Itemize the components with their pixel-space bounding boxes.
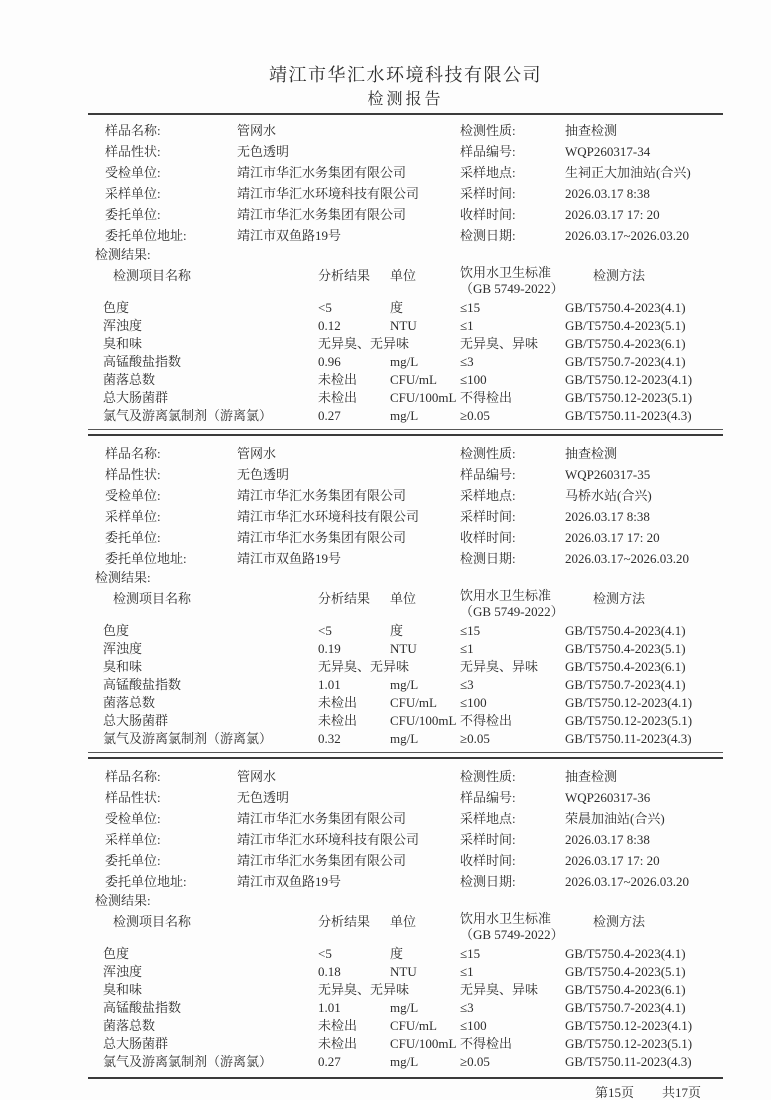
analysis-result: 0.27 bbox=[318, 1054, 341, 1069]
method: GB/T5750.4-2023(6.1) bbox=[565, 336, 686, 351]
standard-limit: ≤15 bbox=[460, 623, 481, 638]
standard-title: 饮用水卫生标准 bbox=[460, 911, 552, 926]
analysis-result: 未检出 bbox=[318, 713, 358, 728]
result-row bbox=[88, 999, 723, 1017]
analysis-result: 无异臭、无异味 bbox=[318, 659, 410, 674]
result-row bbox=[88, 1017, 723, 1035]
info-label: 样品编号: bbox=[460, 467, 516, 482]
unit: CFU/100mL bbox=[390, 713, 457, 728]
unit: CFU/mL bbox=[390, 372, 437, 387]
method: GB/T5750.12-2023(5.1) bbox=[565, 390, 693, 405]
info-row bbox=[88, 850, 723, 871]
col-header-method: 检测方法 bbox=[593, 591, 646, 606]
analysis-result: 未检出 bbox=[318, 372, 358, 387]
info-label: 采样单位: bbox=[105, 186, 161, 201]
report-section bbox=[88, 115, 723, 436]
method: GB/T5750.4-2023(5.1) bbox=[565, 964, 686, 979]
sampling-site: 荣晨加油站(合兴) bbox=[565, 811, 665, 826]
info-row bbox=[88, 766, 723, 787]
info-row bbox=[88, 464, 723, 485]
analysis-result: 1.01 bbox=[318, 1000, 341, 1015]
unit: CFU/100mL bbox=[390, 1036, 457, 1051]
report-title: 检测报告 bbox=[367, 91, 444, 108]
result-row bbox=[88, 1053, 723, 1071]
info-label: 委托单位地址: bbox=[105, 874, 187, 889]
analysis-result: 1.01 bbox=[318, 677, 341, 692]
info-label: 检测日期: bbox=[460, 228, 516, 243]
sampling-site: 生祠正大加油站(合兴) bbox=[565, 165, 691, 180]
info-row bbox=[88, 162, 723, 183]
method: GB/T5750.4-2023(5.1) bbox=[565, 318, 686, 333]
unit: mg/L bbox=[390, 731, 419, 746]
method: GB/T5750.12-2023(4.1) bbox=[565, 372, 693, 387]
info-label: 收样时间: bbox=[460, 530, 516, 545]
col-header-unit: 单位 bbox=[390, 914, 417, 929]
info-label: 采样单位: bbox=[105, 509, 161, 524]
info-label: 样品编号: bbox=[460, 790, 516, 805]
col-header-item: 检测项目名称 bbox=[113, 591, 192, 606]
item-name: 总大肠菌群 bbox=[103, 390, 169, 405]
info-label: 样品编号: bbox=[460, 144, 516, 159]
standard-gb-ref: （GB 5749-2022） bbox=[460, 281, 564, 296]
analysis-result: <5 bbox=[318, 623, 332, 638]
info-row bbox=[88, 141, 723, 162]
info-row bbox=[88, 787, 723, 808]
item-name: 高锰酸盐指数 bbox=[103, 1000, 182, 1015]
info-row bbox=[88, 506, 723, 527]
info-row bbox=[88, 183, 723, 204]
standard-limit: ≤1 bbox=[460, 964, 474, 979]
standard-limit: 无异臭、异味 bbox=[460, 659, 539, 674]
result-row bbox=[88, 1035, 723, 1053]
report-section bbox=[88, 438, 723, 759]
method: GB/T5750.12-2023(4.1) bbox=[565, 1018, 693, 1033]
col-header-item: 检测项目名称 bbox=[113, 914, 192, 929]
results-table-header bbox=[88, 587, 723, 622]
info-label: 委托单位: bbox=[105, 853, 161, 868]
info-label: 受检单位: bbox=[105, 488, 161, 503]
method: GB/T5750.4-2023(4.1) bbox=[565, 300, 686, 315]
col-header-result: 分析结果 bbox=[318, 268, 371, 283]
col-header-result: 分析结果 bbox=[318, 914, 371, 929]
result-row bbox=[88, 945, 723, 963]
info-label: 检测性质: bbox=[460, 769, 516, 784]
info-label: 检测日期: bbox=[460, 874, 516, 889]
standard-limit: ≤100 bbox=[460, 372, 487, 387]
col-header-standard bbox=[460, 588, 565, 622]
sampling-site: 马桥水站(合兴) bbox=[565, 488, 652, 503]
info-value: 靖江市双鱼路19号 bbox=[237, 551, 342, 566]
results-label: 检测结果: bbox=[95, 893, 151, 908]
info-label: 样品名称: bbox=[105, 123, 161, 138]
unit bbox=[390, 981, 460, 999]
section-divider bbox=[88, 429, 723, 436]
info-label: 样品名称: bbox=[105, 446, 161, 461]
standard-limit: ≤3 bbox=[460, 677, 474, 692]
info-row bbox=[88, 871, 723, 892]
test-date: 2026.03.17~2026.03.20 bbox=[565, 874, 690, 889]
info-value: 靖江市华汇水务集团有限公司 bbox=[237, 530, 407, 545]
info-label: 采样时间: bbox=[460, 509, 516, 524]
item-name: 高锰酸盐指数 bbox=[103, 354, 182, 369]
standard-limit: 不得检出 bbox=[460, 713, 513, 728]
unit: 度 bbox=[390, 946, 404, 961]
section-divider bbox=[88, 752, 723, 759]
standard-title: 饮用水卫生标准 bbox=[460, 265, 552, 280]
col-header-item: 检测项目名称 bbox=[113, 268, 192, 283]
info-label: 检测性质: bbox=[460, 446, 516, 461]
info-value: 管网水 bbox=[237, 769, 277, 784]
standard-gb-ref: （GB 5749-2022） bbox=[460, 604, 564, 619]
info-label: 检测性质: bbox=[460, 123, 516, 138]
info-value: 靖江市双鱼路19号 bbox=[237, 228, 342, 243]
col-header-standard bbox=[460, 265, 565, 299]
unit: 度 bbox=[390, 623, 404, 638]
info-row bbox=[88, 120, 723, 141]
info-value: 管网水 bbox=[237, 446, 277, 461]
item-name: 菌落总数 bbox=[103, 372, 156, 387]
info-row bbox=[88, 527, 723, 548]
standard-title: 饮用水卫生标准 bbox=[460, 588, 552, 603]
unit: 度 bbox=[390, 300, 404, 315]
unit: mg/L bbox=[390, 1054, 419, 1069]
sample-id: WQP260317-36 bbox=[565, 790, 651, 805]
info-row bbox=[88, 204, 723, 225]
item-name: 菌落总数 bbox=[103, 1018, 156, 1033]
info-label: 采样地点: bbox=[460, 488, 516, 503]
result-row bbox=[88, 335, 723, 353]
info-label: 样品名称: bbox=[105, 769, 161, 784]
info-label: 采样单位: bbox=[105, 832, 161, 847]
receiving-time: 2026.03.17 17: 20 bbox=[565, 530, 660, 545]
info-value: 靖江市华汇水环境科技有限公司 bbox=[237, 832, 420, 847]
method: GB/T5750.7-2023(4.1) bbox=[565, 1000, 686, 1015]
method: GB/T5750.12-2023(5.1) bbox=[565, 713, 693, 728]
method: GB/T5750.4-2023(4.1) bbox=[565, 946, 686, 961]
analysis-result: <5 bbox=[318, 946, 332, 961]
unit: NTU bbox=[390, 318, 417, 333]
unit bbox=[390, 658, 460, 676]
info-label: 委托单位: bbox=[105, 530, 161, 545]
info-value: 靖江市华汇水环境科技有限公司 bbox=[237, 509, 420, 524]
info-label: 样品性状: bbox=[105, 467, 161, 482]
unit bbox=[390, 335, 460, 353]
standard-limit: ≥0.05 bbox=[460, 1054, 490, 1069]
info-label: 采样地点: bbox=[460, 811, 516, 826]
results-table-header bbox=[88, 910, 723, 945]
page-total: 共17页 bbox=[661, 1085, 701, 1100]
page-footer bbox=[88, 1079, 723, 1100]
item-name: 浑浊度 bbox=[103, 318, 143, 333]
sampling-time: 2026.03.17 8:38 bbox=[565, 832, 650, 847]
receiving-time: 2026.03.17 17: 20 bbox=[565, 207, 660, 222]
info-value: 管网水 bbox=[237, 123, 277, 138]
analysis-result: <5 bbox=[318, 300, 332, 315]
info-label: 样品性状: bbox=[105, 144, 161, 159]
item-name: 浑浊度 bbox=[103, 641, 143, 656]
method: GB/T5750.11-2023(4.3) bbox=[565, 408, 692, 423]
method: GB/T5750.7-2023(4.1) bbox=[565, 677, 686, 692]
info-value: 靖江市华汇水务集团有限公司 bbox=[237, 207, 407, 222]
info-label: 委托单位: bbox=[105, 207, 161, 222]
info-value: 靖江市华汇水务集团有限公司 bbox=[237, 165, 407, 180]
info-row bbox=[88, 548, 723, 569]
standard-limit: ≤100 bbox=[460, 1018, 487, 1033]
item-name: 色度 bbox=[103, 300, 130, 315]
info-value: 无色透明 bbox=[237, 790, 290, 805]
info-value: 靖江市华汇水务集团有限公司 bbox=[237, 853, 407, 868]
result-row bbox=[88, 694, 723, 712]
info-label: 委托单位地址: bbox=[105, 551, 187, 566]
col-header-unit: 单位 bbox=[390, 591, 417, 606]
item-name: 氯气及游离氯制剂（游离氯） bbox=[103, 1054, 273, 1069]
analysis-result: 未检出 bbox=[318, 695, 358, 710]
col-header-result: 分析结果 bbox=[318, 591, 371, 606]
results-label: 检测结果: bbox=[95, 570, 151, 585]
unit: CFU/mL bbox=[390, 1018, 437, 1033]
unit: NTU bbox=[390, 964, 417, 979]
standard-limit: 不得检出 bbox=[460, 1036, 513, 1051]
info-row bbox=[88, 225, 723, 246]
analysis-result: 0.19 bbox=[318, 641, 341, 656]
sample-id: WQP260317-35 bbox=[565, 467, 651, 482]
analysis-result: 无异臭、无异味 bbox=[318, 982, 410, 997]
info-value: 靖江市华汇水环境科技有限公司 bbox=[237, 186, 420, 201]
col-header-standard bbox=[460, 911, 565, 945]
method: GB/T5750.11-2023(4.3) bbox=[565, 731, 692, 746]
method: GB/T5750.7-2023(4.1) bbox=[565, 354, 686, 369]
info-label: 采样时间: bbox=[460, 186, 516, 201]
standard-limit: ≤1 bbox=[460, 318, 474, 333]
unit: mg/L bbox=[390, 1000, 419, 1015]
item-name: 臭和味 bbox=[103, 982, 143, 997]
method: GB/T5750.4-2023(6.1) bbox=[565, 659, 686, 674]
standard-limit: ≤1 bbox=[460, 641, 474, 656]
item-name: 臭和味 bbox=[103, 336, 143, 351]
item-name: 氯气及游离氯制剂（游离氯） bbox=[103, 731, 273, 746]
page-number: 第15页 bbox=[594, 1085, 634, 1100]
standard-limit: ≤100 bbox=[460, 695, 487, 710]
analysis-result: 0.12 bbox=[318, 318, 341, 333]
result-row bbox=[88, 622, 723, 640]
info-label: 采样地点: bbox=[460, 165, 516, 180]
test-date: 2026.03.17~2026.03.20 bbox=[565, 551, 690, 566]
info-value: 抽查检测 bbox=[565, 123, 618, 138]
sampling-time: 2026.03.17 8:38 bbox=[565, 509, 650, 524]
standard-limit: 无异臭、异味 bbox=[460, 982, 539, 997]
unit: CFU/mL bbox=[390, 695, 437, 710]
standard-limit: ≥0.05 bbox=[460, 408, 490, 423]
info-value: 无色透明 bbox=[237, 144, 290, 159]
standard-gb-ref: （GB 5749-2022） bbox=[460, 927, 564, 942]
company-name: 靖江市华汇水环境科技有限公司 bbox=[269, 65, 542, 85]
result-row bbox=[88, 317, 723, 335]
result-row bbox=[88, 299, 723, 317]
method: GB/T5750.4-2023(5.1) bbox=[565, 641, 686, 656]
result-row bbox=[88, 407, 723, 425]
method: GB/T5750.12-2023(5.1) bbox=[565, 1036, 693, 1051]
results-label: 检测结果: bbox=[95, 247, 151, 262]
result-row bbox=[88, 389, 723, 407]
info-label: 收样时间: bbox=[460, 853, 516, 868]
info-label: 受检单位: bbox=[105, 165, 161, 180]
info-row bbox=[88, 829, 723, 850]
standard-limit: 无异臭、异味 bbox=[460, 336, 539, 351]
info-value: 靖江市双鱼路19号 bbox=[237, 874, 342, 889]
info-value: 靖江市华汇水务集团有限公司 bbox=[237, 488, 407, 503]
result-row bbox=[88, 730, 723, 748]
receiving-time: 2026.03.17 17: 20 bbox=[565, 853, 660, 868]
info-value: 无色透明 bbox=[237, 467, 290, 482]
item-name: 总大肠菌群 bbox=[103, 713, 169, 728]
item-name: 浑浊度 bbox=[103, 964, 143, 979]
item-name: 色度 bbox=[103, 946, 130, 961]
result-row bbox=[88, 712, 723, 730]
standard-limit: ≤15 bbox=[460, 300, 481, 315]
analysis-result: 0.32 bbox=[318, 731, 341, 746]
method: GB/T5750.4-2023(4.1) bbox=[565, 623, 686, 638]
results-table-header bbox=[88, 264, 723, 299]
info-label: 委托单位地址: bbox=[105, 228, 187, 243]
result-row bbox=[88, 658, 723, 676]
unit: mg/L bbox=[390, 408, 419, 423]
analysis-result: 0.96 bbox=[318, 354, 341, 369]
method: GB/T5750.11-2023(4.3) bbox=[565, 1054, 692, 1069]
col-header-unit: 单位 bbox=[390, 268, 417, 283]
result-row bbox=[88, 353, 723, 371]
unit: NTU bbox=[390, 641, 417, 656]
report-section bbox=[88, 761, 723, 1071]
info-value: 抽查检测 bbox=[565, 446, 618, 461]
method: GB/T5750.4-2023(6.1) bbox=[565, 982, 686, 997]
info-label: 收样时间: bbox=[460, 207, 516, 222]
analysis-result: 无异臭、无异味 bbox=[318, 336, 410, 351]
item-name: 总大肠菌群 bbox=[103, 1036, 169, 1051]
test-date: 2026.03.17~2026.03.20 bbox=[565, 228, 690, 243]
info-label: 受检单位: bbox=[105, 811, 161, 826]
info-value: 靖江市华汇水务集团有限公司 bbox=[237, 811, 407, 826]
info-value: 抽查检测 bbox=[565, 769, 618, 784]
item-name: 臭和味 bbox=[103, 659, 143, 674]
unit: CFU/100mL bbox=[390, 390, 457, 405]
analysis-result: 未检出 bbox=[318, 390, 358, 405]
info-label: 样品性状: bbox=[105, 790, 161, 805]
standard-limit: 不得检出 bbox=[460, 390, 513, 405]
analysis-result: 0.18 bbox=[318, 964, 341, 979]
analysis-result: 未检出 bbox=[318, 1036, 358, 1051]
standard-limit: ≤3 bbox=[460, 1000, 474, 1015]
result-row bbox=[88, 676, 723, 694]
info-row bbox=[88, 485, 723, 506]
result-row bbox=[88, 371, 723, 389]
item-name: 菌落总数 bbox=[103, 695, 156, 710]
sample-id: WQP260317-34 bbox=[565, 144, 651, 159]
col-header-method: 检测方法 bbox=[593, 268, 646, 283]
info-label: 采样时间: bbox=[460, 832, 516, 847]
info-label: 检测日期: bbox=[460, 551, 516, 566]
standard-limit: ≤15 bbox=[460, 946, 481, 961]
standard-limit: ≤3 bbox=[460, 354, 474, 369]
method: GB/T5750.12-2023(4.1) bbox=[565, 695, 693, 710]
analysis-result: 未检出 bbox=[318, 1018, 358, 1033]
item-name: 高锰酸盐指数 bbox=[103, 677, 182, 692]
col-header-method: 检测方法 bbox=[593, 914, 646, 929]
item-name: 氯气及游离氯制剂（游离氯） bbox=[103, 408, 273, 423]
info-row bbox=[88, 808, 723, 829]
unit: mg/L bbox=[390, 354, 419, 369]
standard-limit: ≥0.05 bbox=[460, 731, 490, 746]
sampling-time: 2026.03.17 8:38 bbox=[565, 186, 650, 201]
item-name: 色度 bbox=[103, 623, 130, 638]
report-sections bbox=[88, 115, 723, 1071]
result-row bbox=[88, 963, 723, 981]
result-row bbox=[88, 640, 723, 658]
result-row bbox=[88, 981, 723, 999]
info-row bbox=[88, 443, 723, 464]
analysis-result: 0.27 bbox=[318, 408, 341, 423]
unit: mg/L bbox=[390, 677, 419, 692]
